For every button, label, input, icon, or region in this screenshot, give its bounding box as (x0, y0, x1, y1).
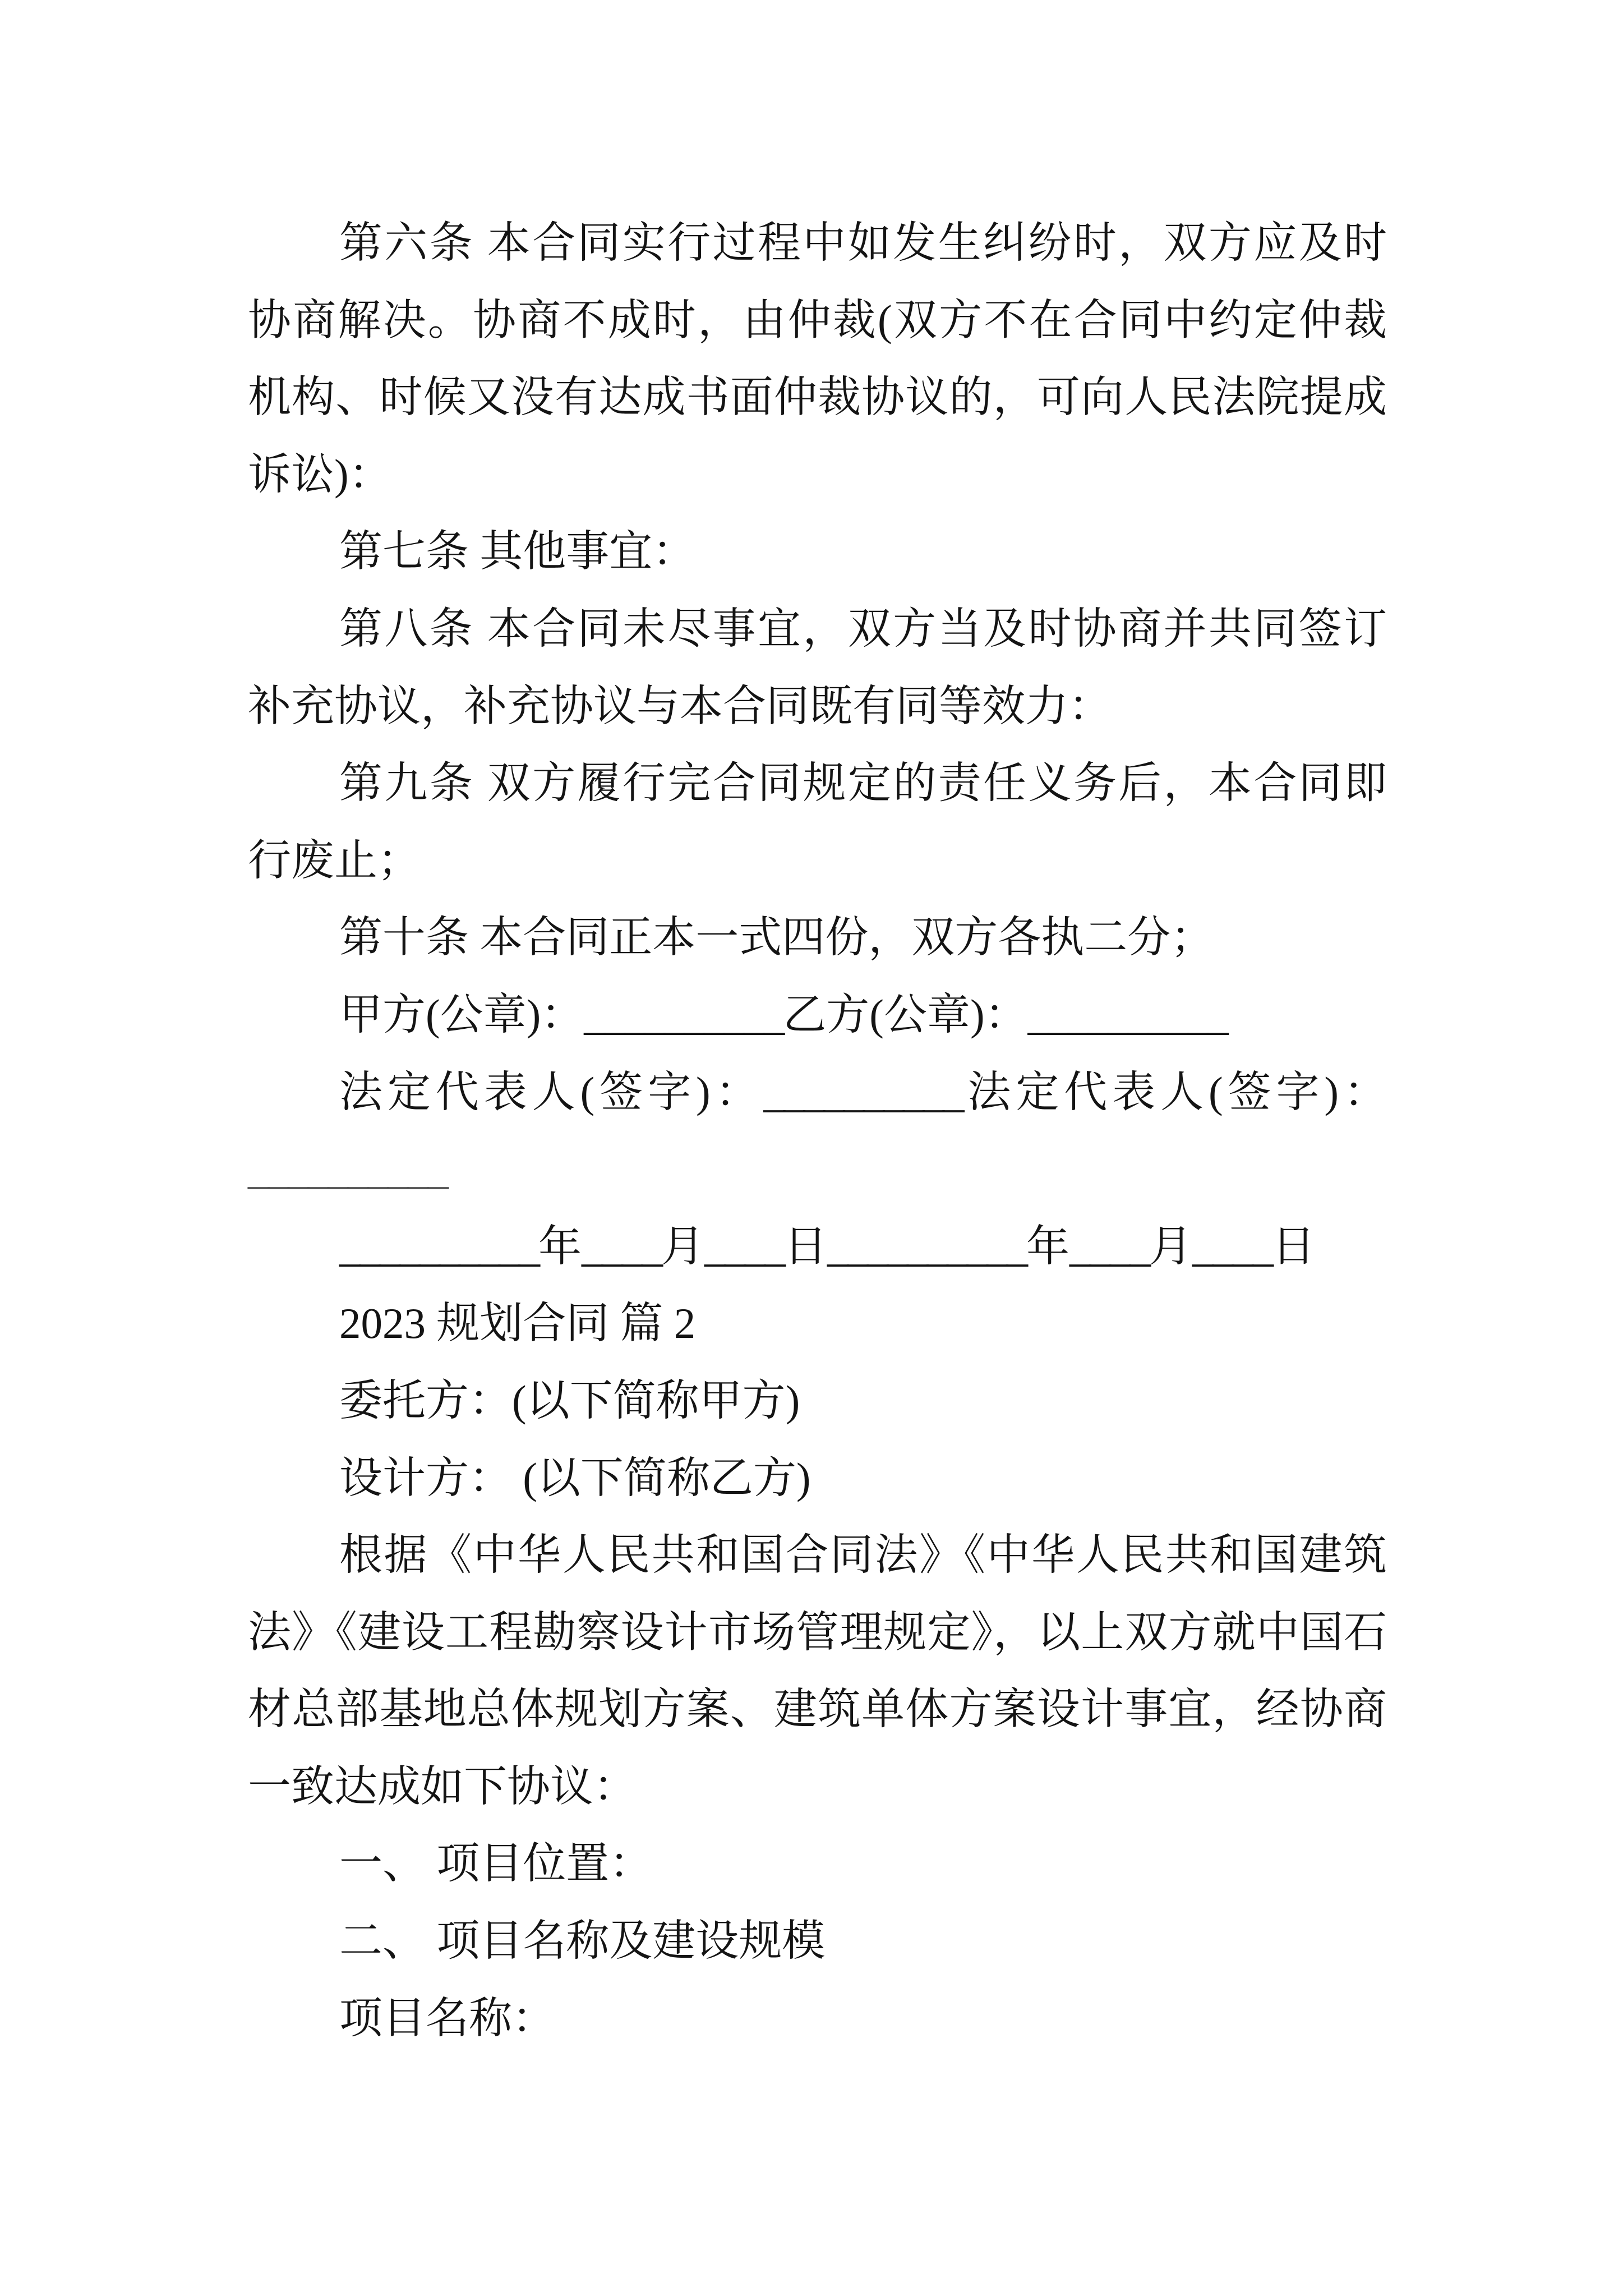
article-8-line-2: 补充协议，补充协议与本合同既有同等效力： (248, 682, 1112, 730)
party-a-month-label: 月 (661, 1222, 704, 1271)
party-b-seal-blank: __________ (1027, 990, 1227, 1039)
section-1-heading: 一、 项目位置： (339, 1839, 653, 1888)
party-b-day-label: 日 (1272, 1222, 1315, 1271)
party-a-month-blank: ____ (582, 1222, 661, 1271)
party-a-rep-blank: __________ (763, 1068, 963, 1116)
article-6-line-1: 第六条 本合同实行过程中如发生纠纷时，双方应及时 (339, 219, 1387, 267)
party-a-year-blank: __________ (339, 1222, 538, 1271)
article-8-line-1: 第八条 本合同未尽事宜，双方当及时协商并共同签订 (339, 604, 1387, 653)
representative-line (248, 1054, 1387, 1131)
article-10-line-1: 第十条 本合同正本一式四份，双方各执二分； (339, 913, 1214, 962)
party-b-month-label: 月 (1149, 1222, 1192, 1271)
preamble-line-4: 一致达成如下协议： (248, 1762, 637, 1811)
article-6-line-2: 协商解决。协商不成时，由仲裁(双方不在合同中约定仲裁 (248, 296, 1387, 344)
party-a-rep-label: 法定代表人(签字)： (339, 1068, 764, 1116)
contract-2-title: 2023 规划合同 篇 2 (339, 1299, 696, 1348)
party-b-day-blank: ____ (1192, 1222, 1272, 1271)
preamble-line-1: 根据《中华人民共和国合同法》《中华人民共和国建筑 (339, 1531, 1387, 1580)
article-9-line-1: 第九条 双方履行完合同规定的责任义务后，本合同即 (339, 759, 1387, 808)
preamble-line-3: 材总部基地总体规划方案、建筑单体方案设计事宜，经协商 (248, 1685, 1387, 1734)
document-page (248, 205, 1387, 2057)
representative-line-wrap (248, 1131, 1387, 1208)
party-a-day-label: 日 (784, 1222, 827, 1271)
party-b-month-blank: ____ (1069, 1222, 1149, 1271)
party-b-year-blank: __________ (827, 1222, 1026, 1271)
designer-line: 设计方： (以下简称乙方) (339, 1453, 811, 1502)
party-b-rep-blank: __________ (248, 1145, 447, 1194)
party-b-seal-label: 乙方(公章)： (783, 990, 1028, 1039)
party-a-year-label: 年 (538, 1222, 582, 1271)
article-6-line-3: 机构、时候又没有达成书面仲裁协议的，可向人民法院提成 (248, 373, 1387, 422)
party-a-day-blank: ____ (704, 1222, 784, 1271)
section-2-heading: 二、 项目名称及建设规模 (339, 1917, 826, 1966)
article-6-line-4: 诉讼)： (248, 450, 392, 499)
project-name-label: 项目名称： (339, 1994, 555, 2042)
article-7-line-1: 第七条 其他事宜： (339, 527, 696, 576)
client-line: 委托方：(以下简称甲方) (339, 1376, 800, 1425)
party-a-seal-blank: __________ (584, 990, 783, 1039)
party-b-rep-label: 法定代表人(签字)： (962, 1068, 1387, 1116)
seal-line (248, 977, 1387, 1054)
article-9-line-2: 行废止； (248, 836, 421, 885)
date-line (248, 1208, 1387, 1286)
party-a-seal-label: 甲方(公章)： (339, 990, 584, 1039)
preamble-line-2: 法》《建设工程勘察设计市场管理规定》，以上双方就中国石 (248, 1608, 1387, 1657)
party-b-year-label: 年 (1026, 1222, 1069, 1271)
